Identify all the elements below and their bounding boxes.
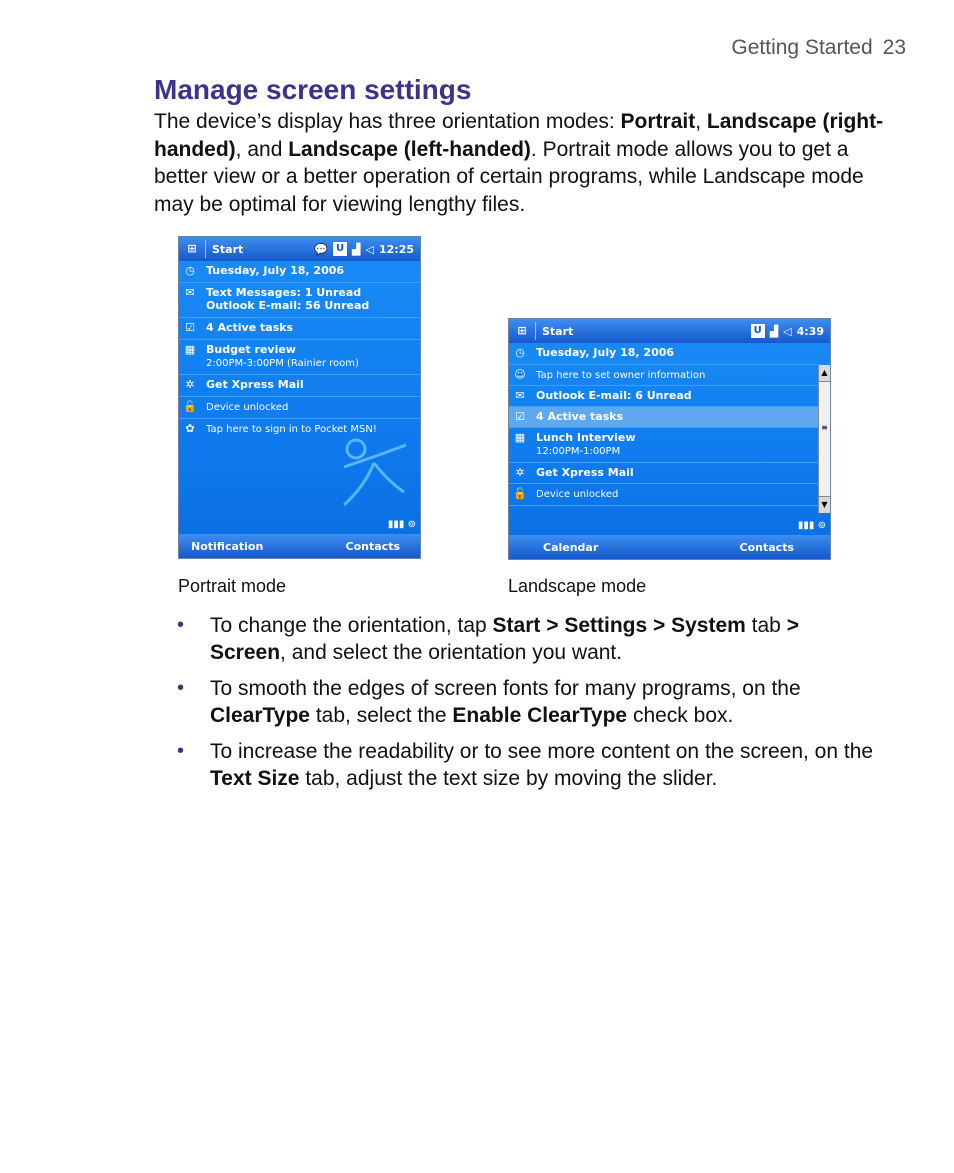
battery-icon[interactable]: ▮▮▮ <box>387 519 405 530</box>
lock-icon: 🔓 <box>183 400 197 413</box>
list-item[interactable]: ◷ Tuesday, July 18, 2006 <box>179 261 420 283</box>
title-bar <box>509 319 830 343</box>
list-item-selected[interactable]: ☑ 4 Active tasks <box>509 407 819 428</box>
xpress-icon: ✲ <box>515 466 525 479</box>
envelope-icon: ✉ <box>515 389 525 402</box>
signal-icon[interactable]: ▟ <box>352 242 361 256</box>
list-item[interactable]: ✉ Outlook E-mail: 6 Unread <box>509 386 819 407</box>
clock-icon: ◷ <box>515 346 525 359</box>
list-item: • To change the orientation, tap Start > Settings > System tab > Screen, and select the orientation you want. <box>177 614 799 664</box>
lock-icon: 🔓 <box>513 487 527 500</box>
sync-icon[interactable]: ⊚ <box>817 520 826 531</box>
start-button[interactable]: Start <box>212 242 244 256</box>
today-list <box>509 343 819 506</box>
section-name: Getting Started <box>731 36 873 59</box>
soft-key-bar <box>509 535 830 559</box>
list-item[interactable]: ☺ Tap here to set owner information <box>509 365 819 386</box>
list-item[interactable]: ✲ Get Xpress Mail <box>509 463 819 484</box>
clock-icon: ◷ <box>185 264 195 277</box>
intro-paragraph: The device’s display has three orientation modes: Portrait, Landscape (right-handed), and Landscape (left-handed). Portrait mode allows you to get a better view or a better operation of certain programs, while Landscape mode may be optimal for viewing lengthy files. <box>154 110 884 216</box>
bullet-list <box>177 612 880 801</box>
contacts-soft-key[interactable]: Contacts <box>345 539 400 553</box>
start-button[interactable]: Start <box>542 324 574 338</box>
running-header <box>731 36 906 60</box>
system-tray <box>388 519 416 530</box>
soft-key-bar <box>179 534 420 558</box>
battery-icon[interactable]: ▮▮▮ <box>797 520 815 531</box>
task-icon: ☑ <box>515 410 525 423</box>
notification-soft-key[interactable]: Notification <box>191 539 264 553</box>
speaker-icon[interactable]: ◁ <box>783 324 792 338</box>
xpress-icon: ✲ <box>185 378 195 391</box>
calendar-icon: ▦ <box>514 431 526 444</box>
list-item[interactable]: ▦ Lunch Interview 12:00PM-1:00PM <box>509 428 819 463</box>
u-icon: U <box>333 242 347 256</box>
chat-icon: 💬 <box>314 242 329 256</box>
windows-flag-icon[interactable]: ⊞ <box>517 324 527 337</box>
envelope-icon: ✉ <box>185 286 195 299</box>
list-item: • To increase the readability or to see more content on the screen, on the Text Size tab, adjust the text size by moving the slider. <box>177 740 874 790</box>
landscape-screenshot <box>508 318 831 560</box>
landscape-caption: Landscape mode <box>508 576 647 596</box>
page-number: 23 <box>882 36 906 59</box>
clock-time[interactable]: 12:25 <box>378 242 414 256</box>
contacts-soft-key[interactable]: Contacts <box>739 540 794 554</box>
page-title: Manage screen settings <box>154 74 472 105</box>
clock-time[interactable]: 4:39 <box>796 324 824 338</box>
u-icon: U <box>751 324 765 338</box>
list-item[interactable]: ▦ Budget review 2:00PM-3:00PM (Rainier room) <box>179 340 420 375</box>
list-item[interactable]: ◷ Tuesday, July 18, 2006 <box>509 343 819 365</box>
scrollbar[interactable] <box>818 365 830 513</box>
title-bar <box>179 237 420 261</box>
list-item[interactable]: ☑ 4 Active tasks <box>179 318 420 340</box>
scroll-thumb[interactable]: ≡ <box>819 420 830 440</box>
portrait-caption: Portrait mode <box>178 576 287 596</box>
list-item[interactable]: 🔓 Device unlocked <box>509 484 819 506</box>
portrait-screenshot <box>178 236 421 559</box>
list-item[interactable]: ✉ Text Messages: 1 Unread Outlook E-mail: 56 Unread <box>179 283 420 318</box>
msn-butterfly-icon: ✿ <box>185 422 195 435</box>
speaker-icon[interactable]: ◁ <box>365 242 374 256</box>
task-icon: ☑ <box>185 321 195 334</box>
scroll-up-arrow[interactable]: ▲ <box>819 365 830 382</box>
calendar-soft-key[interactable]: Calendar <box>543 540 599 554</box>
windows-flag-icon[interactable]: ⊞ <box>187 242 197 255</box>
list-item: • To smooth the edges of screen fonts for many programs, on the ClearType tab, select the Enable ClearType check box. <box>177 677 801 727</box>
system-tray <box>798 520 826 531</box>
calendar-icon: ▦ <box>184 343 196 356</box>
list-item[interactable]: ✿ Tap here to sign in to Pocket MSN! <box>179 419 420 441</box>
list-item[interactable]: 🔓 Device unlocked <box>179 397 420 419</box>
sync-icon[interactable]: ⊚ <box>407 519 416 530</box>
owner-icon: ☺ <box>514 368 526 381</box>
signal-icon[interactable]: ▟ <box>769 324 779 338</box>
wallpaper-figure <box>334 437 414 512</box>
scroll-down-arrow[interactable]: ▼ <box>819 496 830 513</box>
list-item[interactable]: ✲ Get Xpress Mail <box>179 375 420 397</box>
